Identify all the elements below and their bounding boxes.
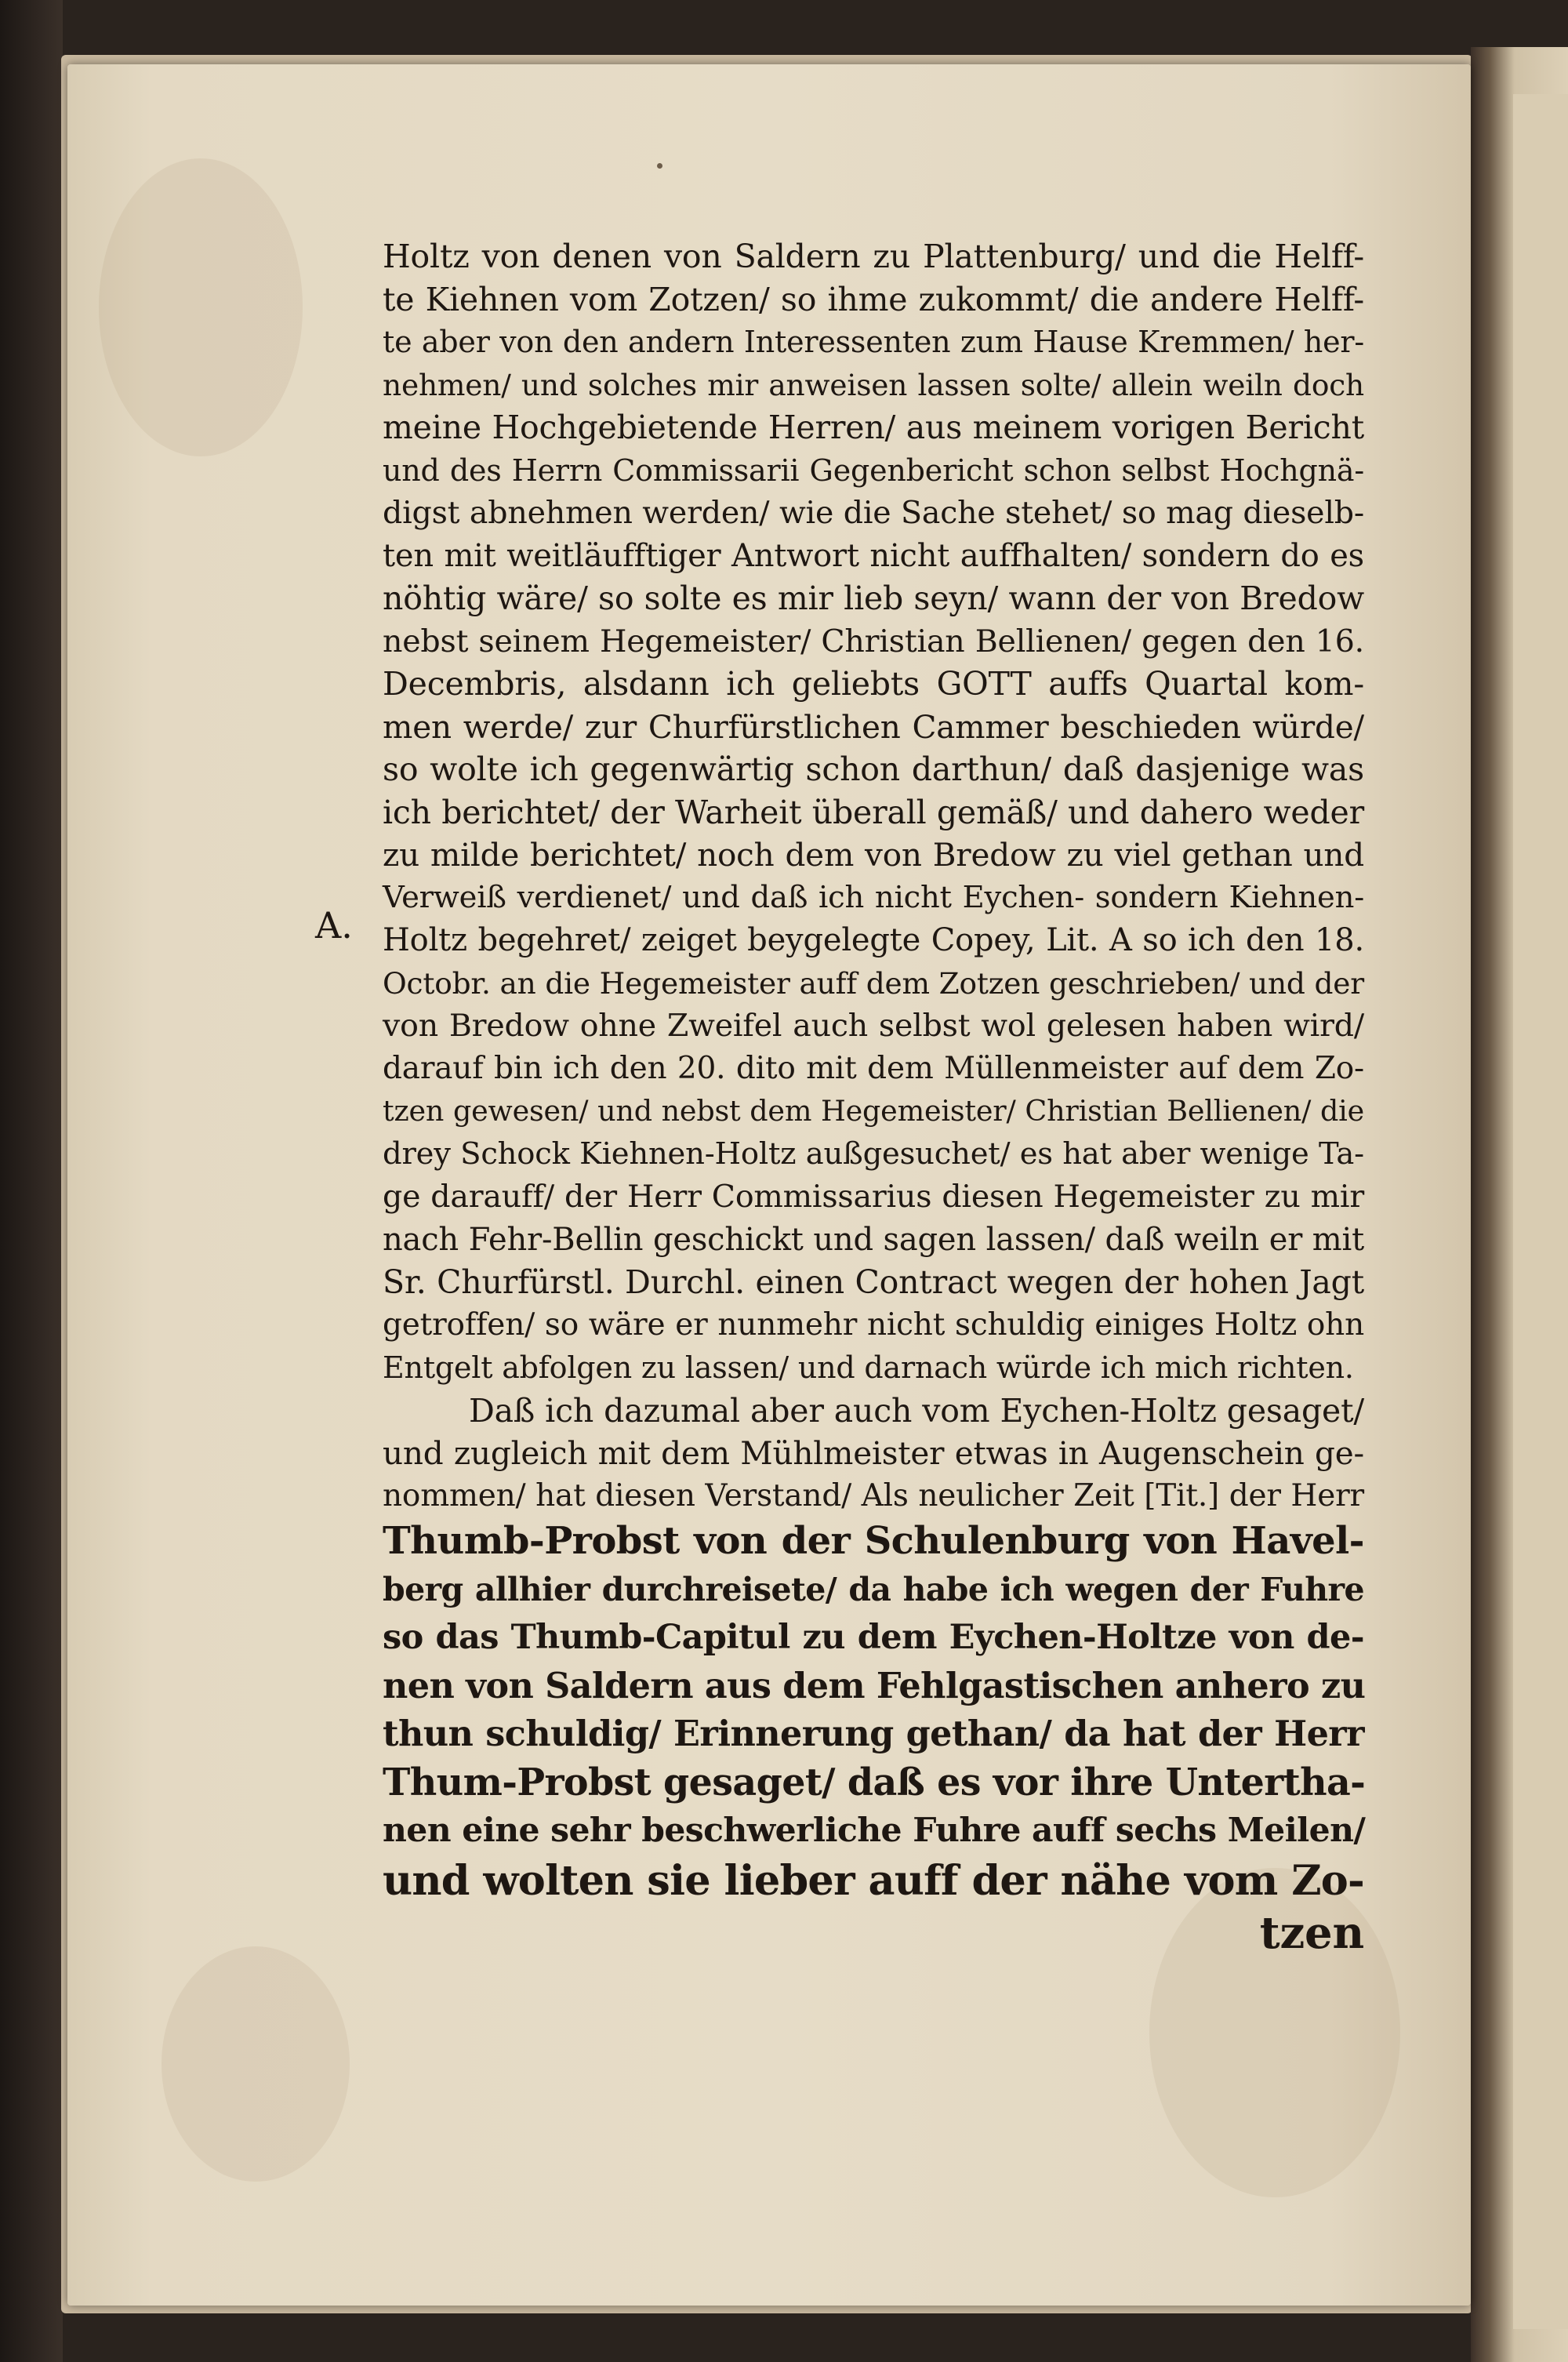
marginal-note: A. — [315, 904, 353, 947]
text-line: Verweiß verdienet/ und daß ich nicht Eychen- sondern Kiehnen- — [383, 879, 1364, 915]
text-line: zu milde berichtet/ noch dem von Bredow zu viel gethan und — [383, 836, 1364, 874]
text-line: Daß ich dazumal aber auch vom Eychen-Holtz gesaget/ — [469, 1391, 1364, 1430]
text-line: nach Fehr-Bellin geschickt und sagen lassen/ daß weiln er mit — [383, 1221, 1364, 1258]
text-line: drey Schock Kiehnen-Holtz außgesuchet/ es hat aber wenige Ta- — [383, 1136, 1364, 1172]
text-line: Thumb-Probst von der Schulenburg von Havel- — [383, 1519, 1364, 1563]
text-line: getroffen/ so wäre er nunmehr nicht schuldig einiges Holtz ohn — [383, 1306, 1364, 1343]
text-line: und des Herrn Commissarii Gegenbericht schon selbst Hochgnä- — [383, 452, 1364, 488]
text-line: Sr. Churfürstl. Durchl. einen Contract wegen der hohen Jagt — [383, 1263, 1364, 1301]
text-line: so wolte ich gegenwärtig schon darthun/ daß dasjenige was — [383, 750, 1364, 788]
text-line: Octobr. an die Hegemeister auff dem Zotzen geschrieben/ und der — [383, 965, 1364, 1001]
paper-stain — [99, 158, 303, 456]
text-line: ich berichtet/ der Warheit überall gemäß/ und dahero weder — [383, 793, 1364, 831]
book-cover-edge — [0, 0, 63, 2362]
paper-stain — [162, 1946, 350, 2182]
text-line: und wolten sie lieber auff der nähe vom Zo- — [383, 1856, 1364, 1905]
text-line: ge darauff/ der Herr Commissarius diesen Hegemeister zu mir — [383, 1179, 1364, 1215]
text-line: meine Hochgebietende Herren/ aus meinem vorigen Bericht — [383, 409, 1364, 446]
text-line: darauf bin ich den 20. dito mit dem Müllenmeister auf dem Zo- — [383, 1050, 1364, 1086]
text-line: nommen/ hat diesen Verstand/ Als neulicher Zeit [Tit.] der Herr — [383, 1477, 1364, 1513]
text-line: thun schuldig/ Erinnerung gethan/ da hat der Herr — [383, 1713, 1364, 1754]
text-line: so das Thumb-Capitul zu dem Eychen-Holtze von de- — [383, 1618, 1364, 1657]
text-line: nen von Saldern aus dem Fehlgastischen anhero zu — [383, 1665, 1366, 1706]
text-line: tzen gewesen/ und nebst dem Hegemeister/ Christian Bellienen/ die — [383, 1094, 1364, 1128]
text-line: nehmen/ und solches mir anweisen lassen solte/ allein weiln doch — [383, 367, 1364, 402]
text-line: te aber von den andern Interessenten zum Hause Kremmen/ her- — [383, 325, 1364, 359]
text-line: Holtz begehret/ zeiget beygelegte Copey, Lit. A so ich den 18. — [383, 922, 1364, 958]
body-text — [383, 235, 1364, 1959]
text-line: digst abnehmen werden/ wie die Sache stehet/ so mag dieselb- — [383, 495, 1364, 531]
text-line: nebst seinem Hegemeister/ Christian Bellienen/ gegen den 16. — [383, 623, 1364, 660]
text-line: und zugleich mit dem Mühlmeister etwas in Augenschein ge- — [383, 1434, 1364, 1472]
text-line: von Bredow ohne Zweifel auch selbst wol gelesen haben wird/ — [383, 1008, 1364, 1044]
facing-page-edge — [1513, 94, 1568, 2329]
text-line: nöhtig wäre/ so solte es mir lieb seyn/ wann der von Bredow — [383, 580, 1364, 617]
text-line: men werde/ zur Churfürstlichen Cammer beschieden würde/ — [383, 707, 1364, 746]
catchword: tzen — [1259, 1906, 1364, 1959]
text-line: Entgelt abfolgen zu lassen/ und darnach würde ich mich richten. — [383, 1350, 1354, 1385]
text-line: berg allhier durchreisete/ da habe ich wegen der Fuhre — [383, 1570, 1364, 1608]
text-line: te Kiehnen vom Zotzen/ so ihme zukommt/ die andere Helff- — [383, 280, 1364, 318]
text-line: ten mit weitläufftiger Antwort nicht auffhalten/ sondern do es — [383, 537, 1364, 574]
text-line: Holtz von denen von Saldern zu Plattenburg/ und die Helff- — [383, 238, 1364, 275]
text-line: Decembris, alsdann ich geliebts GOTT auffs Quartal kom- — [383, 665, 1364, 703]
text-line: Thum-Probst gesaget/ daß es vor ihre Untertha- — [383, 1760, 1366, 1804]
text-line: nen eine sehr beschwerliche Fuhre auff sechs Meilen/ — [383, 1811, 1366, 1850]
ink-dot — [657, 163, 662, 169]
